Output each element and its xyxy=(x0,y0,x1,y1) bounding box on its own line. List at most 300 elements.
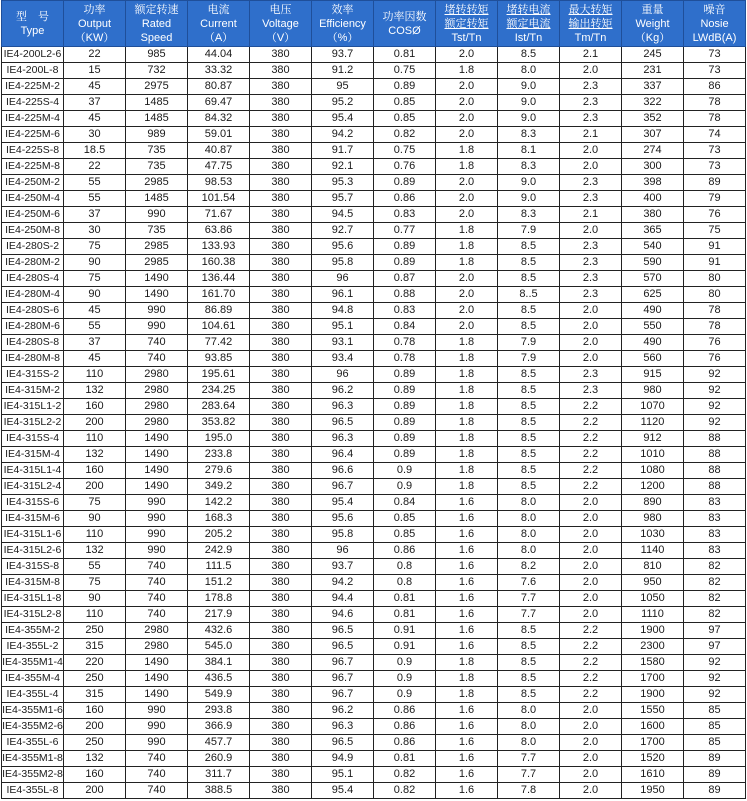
table-row xyxy=(2,671,746,687)
cell-tm-tn: 2.2 xyxy=(560,687,622,703)
cell-weight: 810 xyxy=(622,559,684,575)
header-tst-tn xyxy=(436,1,498,47)
cell-power-factor: 0.9 xyxy=(374,655,436,671)
cell-type: IE4-250M-8 xyxy=(2,223,64,239)
cell-output: 55 xyxy=(64,175,126,191)
cell-ist-tn: 8.0 xyxy=(498,527,560,543)
header-current xyxy=(188,1,250,47)
cell-weight: 490 xyxy=(622,303,684,319)
cell-noise: 92 xyxy=(684,367,746,383)
table-row xyxy=(2,79,746,95)
cell-output: 37 xyxy=(64,95,126,111)
table-row xyxy=(2,623,746,639)
cell-rated-speed: 2980 xyxy=(126,383,188,399)
table-row xyxy=(2,655,746,671)
header-line: Ist/Tn xyxy=(514,31,543,44)
cell-output: 55 xyxy=(64,559,126,575)
cell-ist-tn: 8.5 xyxy=(498,367,560,383)
cell-tm-tn: 2.3 xyxy=(560,383,622,399)
table-row xyxy=(2,367,746,383)
cell-voltage: 380 xyxy=(250,543,312,559)
cell-current: 195.0 xyxy=(188,431,250,447)
cell-voltage: 380 xyxy=(250,623,312,639)
cell-ist-tn: 8.3 xyxy=(498,159,560,175)
cell-noise: 91 xyxy=(684,239,746,255)
cell-ist-tn: 7.7 xyxy=(498,767,560,783)
cell-noise: 73 xyxy=(684,143,746,159)
cell-power-factor: 0.89 xyxy=(374,367,436,383)
cell-power-factor: 0.81 xyxy=(374,591,436,607)
cell-tst-tn: 2.0 xyxy=(436,111,498,127)
cell-power-factor: 0.91 xyxy=(374,623,436,639)
cell-rated-speed: 1490 xyxy=(126,287,188,303)
cell-current: 195.61 xyxy=(188,367,250,383)
cell-power-factor: 0.9 xyxy=(374,671,436,687)
cell-ist-tn: 8.0 xyxy=(498,63,560,79)
cell-tm-tn: 2.3 xyxy=(560,191,622,207)
cell-tst-tn: 1.8 xyxy=(436,447,498,463)
cell-voltage: 380 xyxy=(250,287,312,303)
table-row xyxy=(2,463,746,479)
cell-tst-tn: 1.6 xyxy=(436,575,498,591)
cell-current: 104.61 xyxy=(188,319,250,335)
cell-type: IE4-225M-4 xyxy=(2,111,64,127)
cell-voltage: 380 xyxy=(250,511,312,527)
cell-tst-tn: 2.0 xyxy=(436,207,498,223)
cell-rated-speed: 990 xyxy=(126,543,188,559)
cell-voltage: 380 xyxy=(250,255,312,271)
cell-type: IE4-315L1-4 xyxy=(2,463,64,479)
cell-weight: 245 xyxy=(622,47,684,63)
cell-tm-tn: 2.2 xyxy=(560,415,622,431)
table-row xyxy=(2,383,746,399)
cell-power-factor: 0.85 xyxy=(374,111,436,127)
cell-noise: 80 xyxy=(684,271,746,287)
cell-efficiency: 95.1 xyxy=(312,767,374,783)
cell-output: 37 xyxy=(64,335,126,351)
cell-noise: 88 xyxy=(684,447,746,463)
cell-output: 132 xyxy=(64,751,126,767)
cell-current: 242.9 xyxy=(188,543,250,559)
header-weight xyxy=(622,1,684,47)
cell-current: 86.89 xyxy=(188,303,250,319)
cell-voltage: 380 xyxy=(250,687,312,703)
cell-current: 384.1 xyxy=(188,655,250,671)
table-row xyxy=(2,319,746,335)
cell-noise: 82 xyxy=(684,607,746,623)
cell-noise: 73 xyxy=(684,47,746,63)
cell-current: 101.54 xyxy=(188,191,250,207)
cell-type: IE4-355M1-8 xyxy=(2,751,64,767)
header-efficiency xyxy=(312,1,374,47)
header-line: Nosie xyxy=(700,17,729,30)
table-row xyxy=(2,431,746,447)
cell-weight: 365 xyxy=(622,223,684,239)
cell-ist-tn: 8.5 xyxy=(498,303,560,319)
cell-tst-tn: 1.8 xyxy=(436,687,498,703)
cell-voltage: 380 xyxy=(250,415,312,431)
header-line: Rated xyxy=(141,17,172,30)
cell-efficiency: 95.4 xyxy=(312,495,374,511)
cell-output: 160 xyxy=(64,463,126,479)
cell-weight: 274 xyxy=(622,143,684,159)
cell-power-factor: 0.86 xyxy=(374,719,436,735)
cell-power-factor: 0.89 xyxy=(374,431,436,447)
header-line: Efficiency xyxy=(319,17,366,30)
cell-current: 234.25 xyxy=(188,383,250,399)
header-line: Weight xyxy=(635,17,670,30)
cell-ist-tn: 7.6 xyxy=(498,575,560,591)
cell-voltage: 380 xyxy=(250,703,312,719)
header-line: 最大转矩 xyxy=(568,3,613,16)
cell-noise: 92 xyxy=(684,655,746,671)
cell-type: IE4-280S-8 xyxy=(2,335,64,351)
cell-voltage: 380 xyxy=(250,127,312,143)
cell-power-factor: 0.84 xyxy=(374,495,436,511)
cell-rated-speed: 990 xyxy=(126,207,188,223)
cell-tst-tn: 1.8 xyxy=(436,655,498,671)
cell-voltage: 380 xyxy=(250,351,312,367)
cell-voltage: 380 xyxy=(250,335,312,351)
cell-efficiency: 94.2 xyxy=(312,127,374,143)
cell-weight: 625 xyxy=(622,287,684,303)
header-line: 型 号 xyxy=(16,10,49,23)
cell-efficiency: 95.1 xyxy=(312,319,374,335)
cell-weight: 1700 xyxy=(622,671,684,687)
cell-efficiency: 95 xyxy=(312,79,374,95)
cell-efficiency: 95.2 xyxy=(312,95,374,111)
cell-ist-tn: 7.9 xyxy=(498,223,560,239)
cell-voltage: 380 xyxy=(250,463,312,479)
table-row xyxy=(2,591,746,607)
cell-tst-tn: 1.6 xyxy=(436,527,498,543)
table-row xyxy=(2,207,746,223)
cell-power-factor: 0.91 xyxy=(374,639,436,655)
cell-current: 545.0 xyxy=(188,639,250,655)
cell-tm-tn: 2.0 xyxy=(560,559,622,575)
cell-tm-tn: 2.0 xyxy=(560,735,622,751)
cell-output: 315 xyxy=(64,639,126,655)
cell-voltage: 380 xyxy=(250,319,312,335)
header-line: 堵转转矩 xyxy=(444,3,489,16)
cell-noise: 88 xyxy=(684,431,746,447)
table-row xyxy=(2,127,746,143)
cell-weight: 2300 xyxy=(622,639,684,655)
cell-rated-speed: 1490 xyxy=(126,463,188,479)
cell-voltage: 380 xyxy=(250,367,312,383)
cell-type: IE4-225M-8 xyxy=(2,159,64,175)
cell-type: IE4-225M-6 xyxy=(2,127,64,143)
table-body xyxy=(2,47,746,799)
cell-voltage: 380 xyxy=(250,479,312,495)
cell-tm-tn: 2.3 xyxy=(560,79,622,95)
cell-power-factor: 0.85 xyxy=(374,527,436,543)
cell-ist-tn: 9.0 xyxy=(498,191,560,207)
cell-tm-tn: 2.2 xyxy=(560,623,622,639)
cell-weight: 980 xyxy=(622,511,684,527)
cell-noise: 83 xyxy=(684,511,746,527)
table-row xyxy=(2,607,746,623)
cell-rated-speed: 740 xyxy=(126,335,188,351)
cell-current: 217.9 xyxy=(188,607,250,623)
cell-type: IE4-315L1-8 xyxy=(2,591,64,607)
cell-noise: 83 xyxy=(684,527,746,543)
cell-noise: 83 xyxy=(684,543,746,559)
cell-tst-tn: 1.6 xyxy=(436,703,498,719)
cell-tm-tn: 2.2 xyxy=(560,639,622,655)
cell-weight: 1950 xyxy=(622,783,684,799)
cell-current: 233.8 xyxy=(188,447,250,463)
cell-tm-tn: 2.2 xyxy=(560,479,622,495)
cell-noise: 92 xyxy=(684,399,746,415)
cell-ist-tn: 8.5 xyxy=(498,655,560,671)
cell-current: 160.38 xyxy=(188,255,250,271)
cell-tst-tn: 2.0 xyxy=(436,303,498,319)
cell-noise: 76 xyxy=(684,335,746,351)
cell-output: 55 xyxy=(64,191,126,207)
cell-ist-tn: 8.5 xyxy=(498,479,560,495)
cell-power-factor: 0.8 xyxy=(374,559,436,575)
cell-voltage: 380 xyxy=(250,175,312,191)
table-row xyxy=(2,335,746,351)
cell-tst-tn: 1.6 xyxy=(436,623,498,639)
cell-ist-tn: 8.0 xyxy=(498,703,560,719)
cell-rated-speed: 740 xyxy=(126,783,188,799)
cell-efficiency: 96.5 xyxy=(312,415,374,431)
cell-efficiency: 94.4 xyxy=(312,591,374,607)
table-row xyxy=(2,783,746,799)
cell-tm-tn: 2.0 xyxy=(560,143,622,159)
cell-tm-tn: 2.1 xyxy=(560,207,622,223)
cell-rated-speed: 1490 xyxy=(126,671,188,687)
cell-current: 59.01 xyxy=(188,127,250,143)
cell-weight: 231 xyxy=(622,63,684,79)
cell-tst-tn: 1.8 xyxy=(436,223,498,239)
cell-voltage: 380 xyxy=(250,271,312,287)
cell-noise: 85 xyxy=(684,719,746,735)
cell-current: 205.2 xyxy=(188,527,250,543)
cell-voltage: 380 xyxy=(250,303,312,319)
cell-type: IE4-355M-2 xyxy=(2,623,64,639)
cell-power-factor: 0.85 xyxy=(374,95,436,111)
cell-weight: 398 xyxy=(622,175,684,191)
table-row xyxy=(2,287,746,303)
cell-ist-tn: 8.1 xyxy=(498,143,560,159)
cell-power-factor: 0.86 xyxy=(374,543,436,559)
cell-noise: 79 xyxy=(684,191,746,207)
cell-rated-speed: 990 xyxy=(126,703,188,719)
cell-weight: 307 xyxy=(622,127,684,143)
table-row xyxy=(2,271,746,287)
cell-ist-tn: 8.5 xyxy=(498,639,560,655)
cell-type: IE4-250M-6 xyxy=(2,207,64,223)
cell-current: 98.53 xyxy=(188,175,250,191)
cell-ist-tn: 8.5 xyxy=(498,271,560,287)
table-row xyxy=(2,95,746,111)
cell-rated-speed: 2980 xyxy=(126,639,188,655)
cell-efficiency: 95.7 xyxy=(312,191,374,207)
cell-current: 349.2 xyxy=(188,479,250,495)
cell-voltage: 380 xyxy=(250,191,312,207)
cell-current: 311.7 xyxy=(188,767,250,783)
cell-ist-tn: 8.5 xyxy=(498,687,560,703)
cell-efficiency: 95.4 xyxy=(312,111,374,127)
table-row xyxy=(2,511,746,527)
cell-weight: 1580 xyxy=(622,655,684,671)
cell-tm-tn: 2.0 xyxy=(560,527,622,543)
cell-power-factor: 0.82 xyxy=(374,127,436,143)
cell-rated-speed: 990 xyxy=(126,303,188,319)
cell-rated-speed: 1485 xyxy=(126,95,188,111)
cell-noise: 88 xyxy=(684,463,746,479)
header-line: 噪音 xyxy=(703,3,726,16)
cell-current: 353.82 xyxy=(188,415,250,431)
cell-weight: 1900 xyxy=(622,623,684,639)
cell-output: 132 xyxy=(64,383,126,399)
cell-tm-tn: 2.0 xyxy=(560,495,622,511)
cell-ist-tn: 8.5 xyxy=(498,447,560,463)
cell-output: 110 xyxy=(64,431,126,447)
cell-output: 110 xyxy=(64,367,126,383)
cell-output: 55 xyxy=(64,319,126,335)
cell-noise: 74 xyxy=(684,127,746,143)
cell-output: 132 xyxy=(64,447,126,463)
cell-noise: 82 xyxy=(684,559,746,575)
cell-voltage: 380 xyxy=(250,783,312,799)
cell-ist-tn: 8.5 xyxy=(498,399,560,415)
cell-rated-speed: 2980 xyxy=(126,367,188,383)
cell-current: 93.85 xyxy=(188,351,250,367)
cell-power-factor: 0.75 xyxy=(374,63,436,79)
cell-ist-tn: 9.0 xyxy=(498,79,560,95)
cell-tst-tn: 1.8 xyxy=(436,399,498,415)
header-type xyxy=(2,1,64,47)
cell-rated-speed: 990 xyxy=(126,527,188,543)
cell-power-factor: 0.89 xyxy=(374,447,436,463)
cell-tst-tn: 1.6 xyxy=(436,735,498,751)
cell-current: 293.8 xyxy=(188,703,250,719)
cell-type: IE4-250M-2 xyxy=(2,175,64,191)
cell-voltage: 380 xyxy=(250,111,312,127)
header-ist-tn xyxy=(498,1,560,47)
cell-efficiency: 96.4 xyxy=(312,447,374,463)
cell-noise: 89 xyxy=(684,175,746,191)
cell-ist-tn: 9.0 xyxy=(498,175,560,191)
cell-rated-speed: 740 xyxy=(126,559,188,575)
cell-tm-tn: 2.0 xyxy=(560,783,622,799)
cell-tst-tn: 1.6 xyxy=(436,543,498,559)
cell-output: 250 xyxy=(64,735,126,751)
header-line: 效率 xyxy=(331,3,354,16)
cell-weight: 352 xyxy=(622,111,684,127)
cell-voltage: 380 xyxy=(250,159,312,175)
cell-type: IE4-355M2-8 xyxy=(2,767,64,783)
cell-rated-speed: 732 xyxy=(126,63,188,79)
cell-tst-tn: 1.8 xyxy=(436,255,498,271)
table-row xyxy=(2,191,746,207)
cell-ist-tn: 7.9 xyxy=(498,335,560,351)
cell-tm-tn: 2.3 xyxy=(560,239,622,255)
cell-efficiency: 94.5 xyxy=(312,207,374,223)
cell-type: IE4-315L2-6 xyxy=(2,543,64,559)
cell-noise: 91 xyxy=(684,255,746,271)
cell-voltage: 380 xyxy=(250,607,312,623)
cell-weight: 1120 xyxy=(622,415,684,431)
cell-power-factor: 0.75 xyxy=(374,143,436,159)
cell-output: 132 xyxy=(64,543,126,559)
cell-noise: 82 xyxy=(684,591,746,607)
cell-type: IE4-200L-8 xyxy=(2,63,64,79)
cell-efficiency: 91.7 xyxy=(312,143,374,159)
cell-tm-tn: 2.1 xyxy=(560,127,622,143)
cell-rated-speed: 1485 xyxy=(126,111,188,127)
header-line: Type xyxy=(20,24,45,37)
cell-output: 45 xyxy=(64,303,126,319)
cell-type: IE4-315L2-8 xyxy=(2,607,64,623)
cell-current: 279.6 xyxy=(188,463,250,479)
cell-ist-tn: 8.0 xyxy=(498,719,560,735)
cell-tm-tn: 2.0 xyxy=(560,703,622,719)
cell-ist-tn: 8.0 xyxy=(498,495,560,511)
cell-efficiency: 94.8 xyxy=(312,303,374,319)
cell-tm-tn: 2.3 xyxy=(560,111,622,127)
cell-noise: 73 xyxy=(684,159,746,175)
cell-current: 178.8 xyxy=(188,591,250,607)
cell-weight: 1600 xyxy=(622,719,684,735)
cell-current: 111.5 xyxy=(188,559,250,575)
cell-voltage: 380 xyxy=(250,719,312,735)
cell-type: IE4-315L2-4 xyxy=(2,479,64,495)
cell-rated-speed: 989 xyxy=(126,127,188,143)
cell-power-factor: 0.85 xyxy=(374,511,436,527)
cell-noise: 85 xyxy=(684,703,746,719)
cell-power-factor: 0.89 xyxy=(374,399,436,415)
cell-efficiency: 96.6 xyxy=(312,463,374,479)
table-row xyxy=(2,719,746,735)
cell-output: 75 xyxy=(64,271,126,287)
cell-output: 200 xyxy=(64,783,126,799)
table-row xyxy=(2,303,746,319)
header-line: 电流 xyxy=(207,3,230,16)
cell-output: 90 xyxy=(64,287,126,303)
cell-noise: 78 xyxy=(684,303,746,319)
cell-tst-tn: 1.8 xyxy=(436,479,498,495)
header-line: LWdB(A) xyxy=(692,31,737,44)
cell-type: IE4-355M-4 xyxy=(2,671,64,687)
cell-weight: 380 xyxy=(622,207,684,223)
cell-power-factor: 0.9 xyxy=(374,479,436,495)
cell-output: 160 xyxy=(64,767,126,783)
cell-power-factor: 0.89 xyxy=(374,79,436,95)
cell-voltage: 380 xyxy=(250,527,312,543)
cell-efficiency: 96 xyxy=(312,543,374,559)
cell-tm-tn: 2.3 xyxy=(560,95,622,111)
cell-noise: 89 xyxy=(684,751,746,767)
cell-current: 260.9 xyxy=(188,751,250,767)
cell-power-factor: 0.86 xyxy=(374,735,436,751)
cell-efficiency: 96.5 xyxy=(312,623,374,639)
cell-current: 133.93 xyxy=(188,239,250,255)
cell-power-factor: 0.8 xyxy=(374,575,436,591)
header-rated-speed xyxy=(126,1,188,47)
cell-weight: 1900 xyxy=(622,687,684,703)
header-line: 重量 xyxy=(641,3,664,16)
cell-type: IE4-315S-2 xyxy=(2,367,64,383)
cell-weight: 322 xyxy=(622,95,684,111)
cell-power-factor: 0.78 xyxy=(374,335,436,351)
cell-efficiency: 96.5 xyxy=(312,735,374,751)
cell-type: IE4-280M-6 xyxy=(2,319,64,335)
